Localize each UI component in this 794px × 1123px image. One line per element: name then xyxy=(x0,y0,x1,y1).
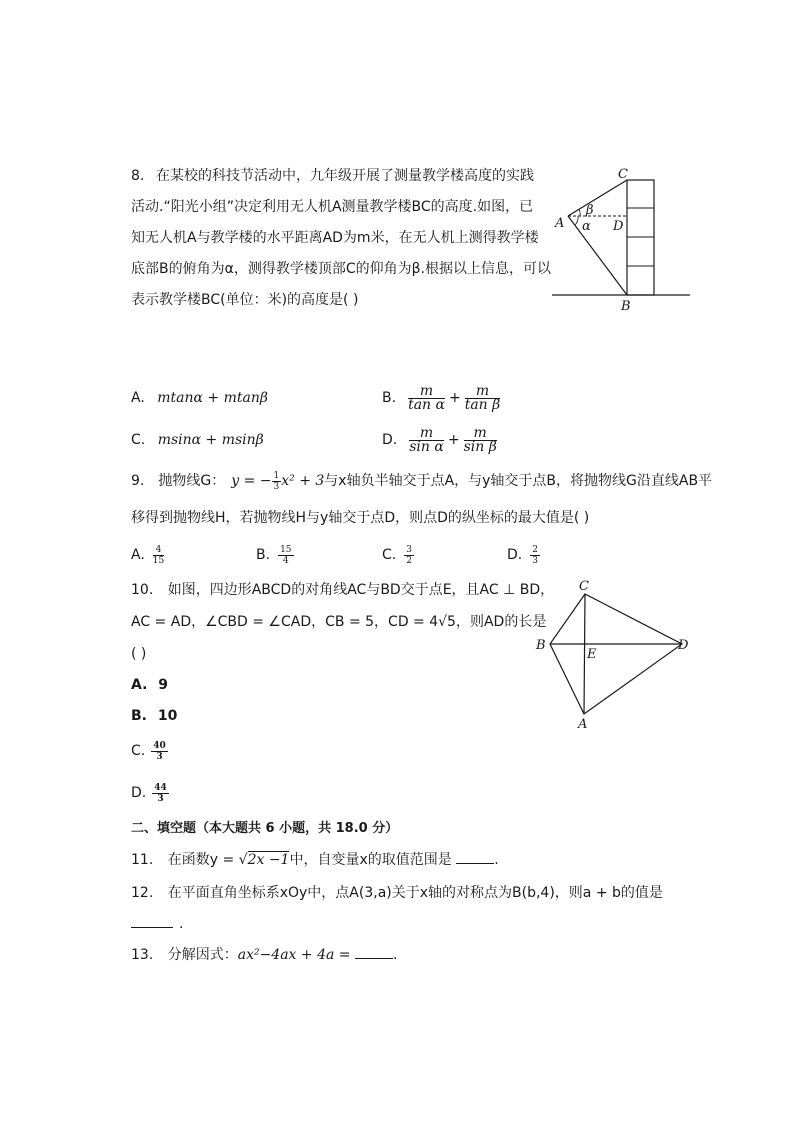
q10-option-d[interactable]: D. $\frac{44}{3}$ xyxy=(131,782,167,804)
q10-line-2: AC = AD，∠CBD = ∠CAD，CB = 5，CD = 4√5，则AD的长是 xyxy=(131,614,547,630)
q8-option-a[interactable]: A. mtanα + mtanβ xyxy=(131,390,268,406)
q11-answer-blank[interactable] xyxy=(456,850,494,864)
quadrilateral-ABCD xyxy=(550,594,682,714)
label-C: C xyxy=(618,167,628,182)
label-beta: β xyxy=(586,203,594,218)
q10-option-a[interactable]: A. 9 xyxy=(131,677,169,693)
q8-line-4: 底部B的俯角为α，测得教学楼顶部C的仰角为β.根据以上信息，可以 xyxy=(131,261,551,277)
section-2-title: 二、填空题（本大题共 6 小题，共 18.0 分） xyxy=(131,821,399,836)
q8-figure xyxy=(548,164,694,314)
label-A: A xyxy=(555,216,565,231)
q11: 11. 在函数y = √2x −1中，自变量x的取值范围是 . xyxy=(131,852,499,868)
q9-option-d[interactable]: D. $\frac{2}{3}$ xyxy=(507,544,538,566)
q9-option-c[interactable]: C. $\frac{3}{2}$ xyxy=(382,544,412,566)
q8-line-1: 在某校的科技节活动中，九年级开展了测量教学楼高度的实践 xyxy=(156,168,534,184)
q10-option-c[interactable]: C. $\frac{40}{3}$ xyxy=(131,740,166,762)
q8-option-c[interactable]: C. msinα + msinβ xyxy=(131,432,264,448)
q9-line-2: 移得到抛物线H，若抛物线H与y轴交于点D，则点D的纵坐标的最大值是( ) xyxy=(131,510,590,526)
q8-option-d[interactable]: D. $\frac{m}{\text{sin α}}$ + $\frac{m}{\text{sin β}}$ xyxy=(382,424,497,455)
label-D: D xyxy=(613,219,624,234)
q8-line-5: 表示教学楼BC(单位：米)的高度是( ) xyxy=(131,292,359,308)
q9-line-1: 9. 抛物线G： y = − $\frac{1}{3}$ x² + 3 与x轴负半轴交于点A，与y轴交于点B，将抛物线G沿直线AB平 xyxy=(131,470,713,492)
q8-option-b[interactable]: B. $\frac{m}{\text{tan α}}$ + $\frac{m}{\text{tan β}}$ xyxy=(382,382,501,413)
q8-line-2: 活动.“阳光小组”决定利用无人机A测量教学楼BC的高度.如图，已 xyxy=(131,199,534,215)
q12-answer-blank[interactable] xyxy=(131,914,173,928)
diagonal-AC xyxy=(584,594,585,714)
label-B: B xyxy=(536,638,546,653)
label-A: A xyxy=(578,717,588,732)
q8-number: 8. xyxy=(131,168,145,184)
q10-figure xyxy=(530,578,700,734)
q9-option-b[interactable]: B. $\frac{15}{4}$ xyxy=(256,544,292,566)
label-D: D xyxy=(678,638,689,653)
label-B: B xyxy=(621,299,631,314)
line-AC xyxy=(568,180,627,216)
label-E: E xyxy=(587,647,597,662)
q13: 13. 分解因式：ax²−4ax + 4a = . xyxy=(131,947,398,963)
q8-line-3: 知无人机A与教学楼的水平距离AD为m米，在无人机上测得教学楼 xyxy=(131,230,539,246)
q9-option-a[interactable]: A. $\frac{4}{15}$ xyxy=(131,544,165,566)
label-C: C xyxy=(579,579,589,594)
q12-line-2: . xyxy=(131,914,183,934)
q13-answer-blank[interactable] xyxy=(355,945,393,959)
q10-line-3: ( ) xyxy=(131,646,147,662)
q12-line-1: 12. 在平面直角坐标系xOy中，点A(3,a)关于x轴的对称点为B(b,4)，则a + b的值是 xyxy=(131,885,663,901)
label-alpha: α xyxy=(582,219,591,234)
q10-line-1: 10. 如图，四边形ABCD的对角线AC与BD交于点E，且AC ⊥ BD， xyxy=(131,582,555,598)
q10-option-b[interactable]: B. 10 xyxy=(131,708,178,724)
